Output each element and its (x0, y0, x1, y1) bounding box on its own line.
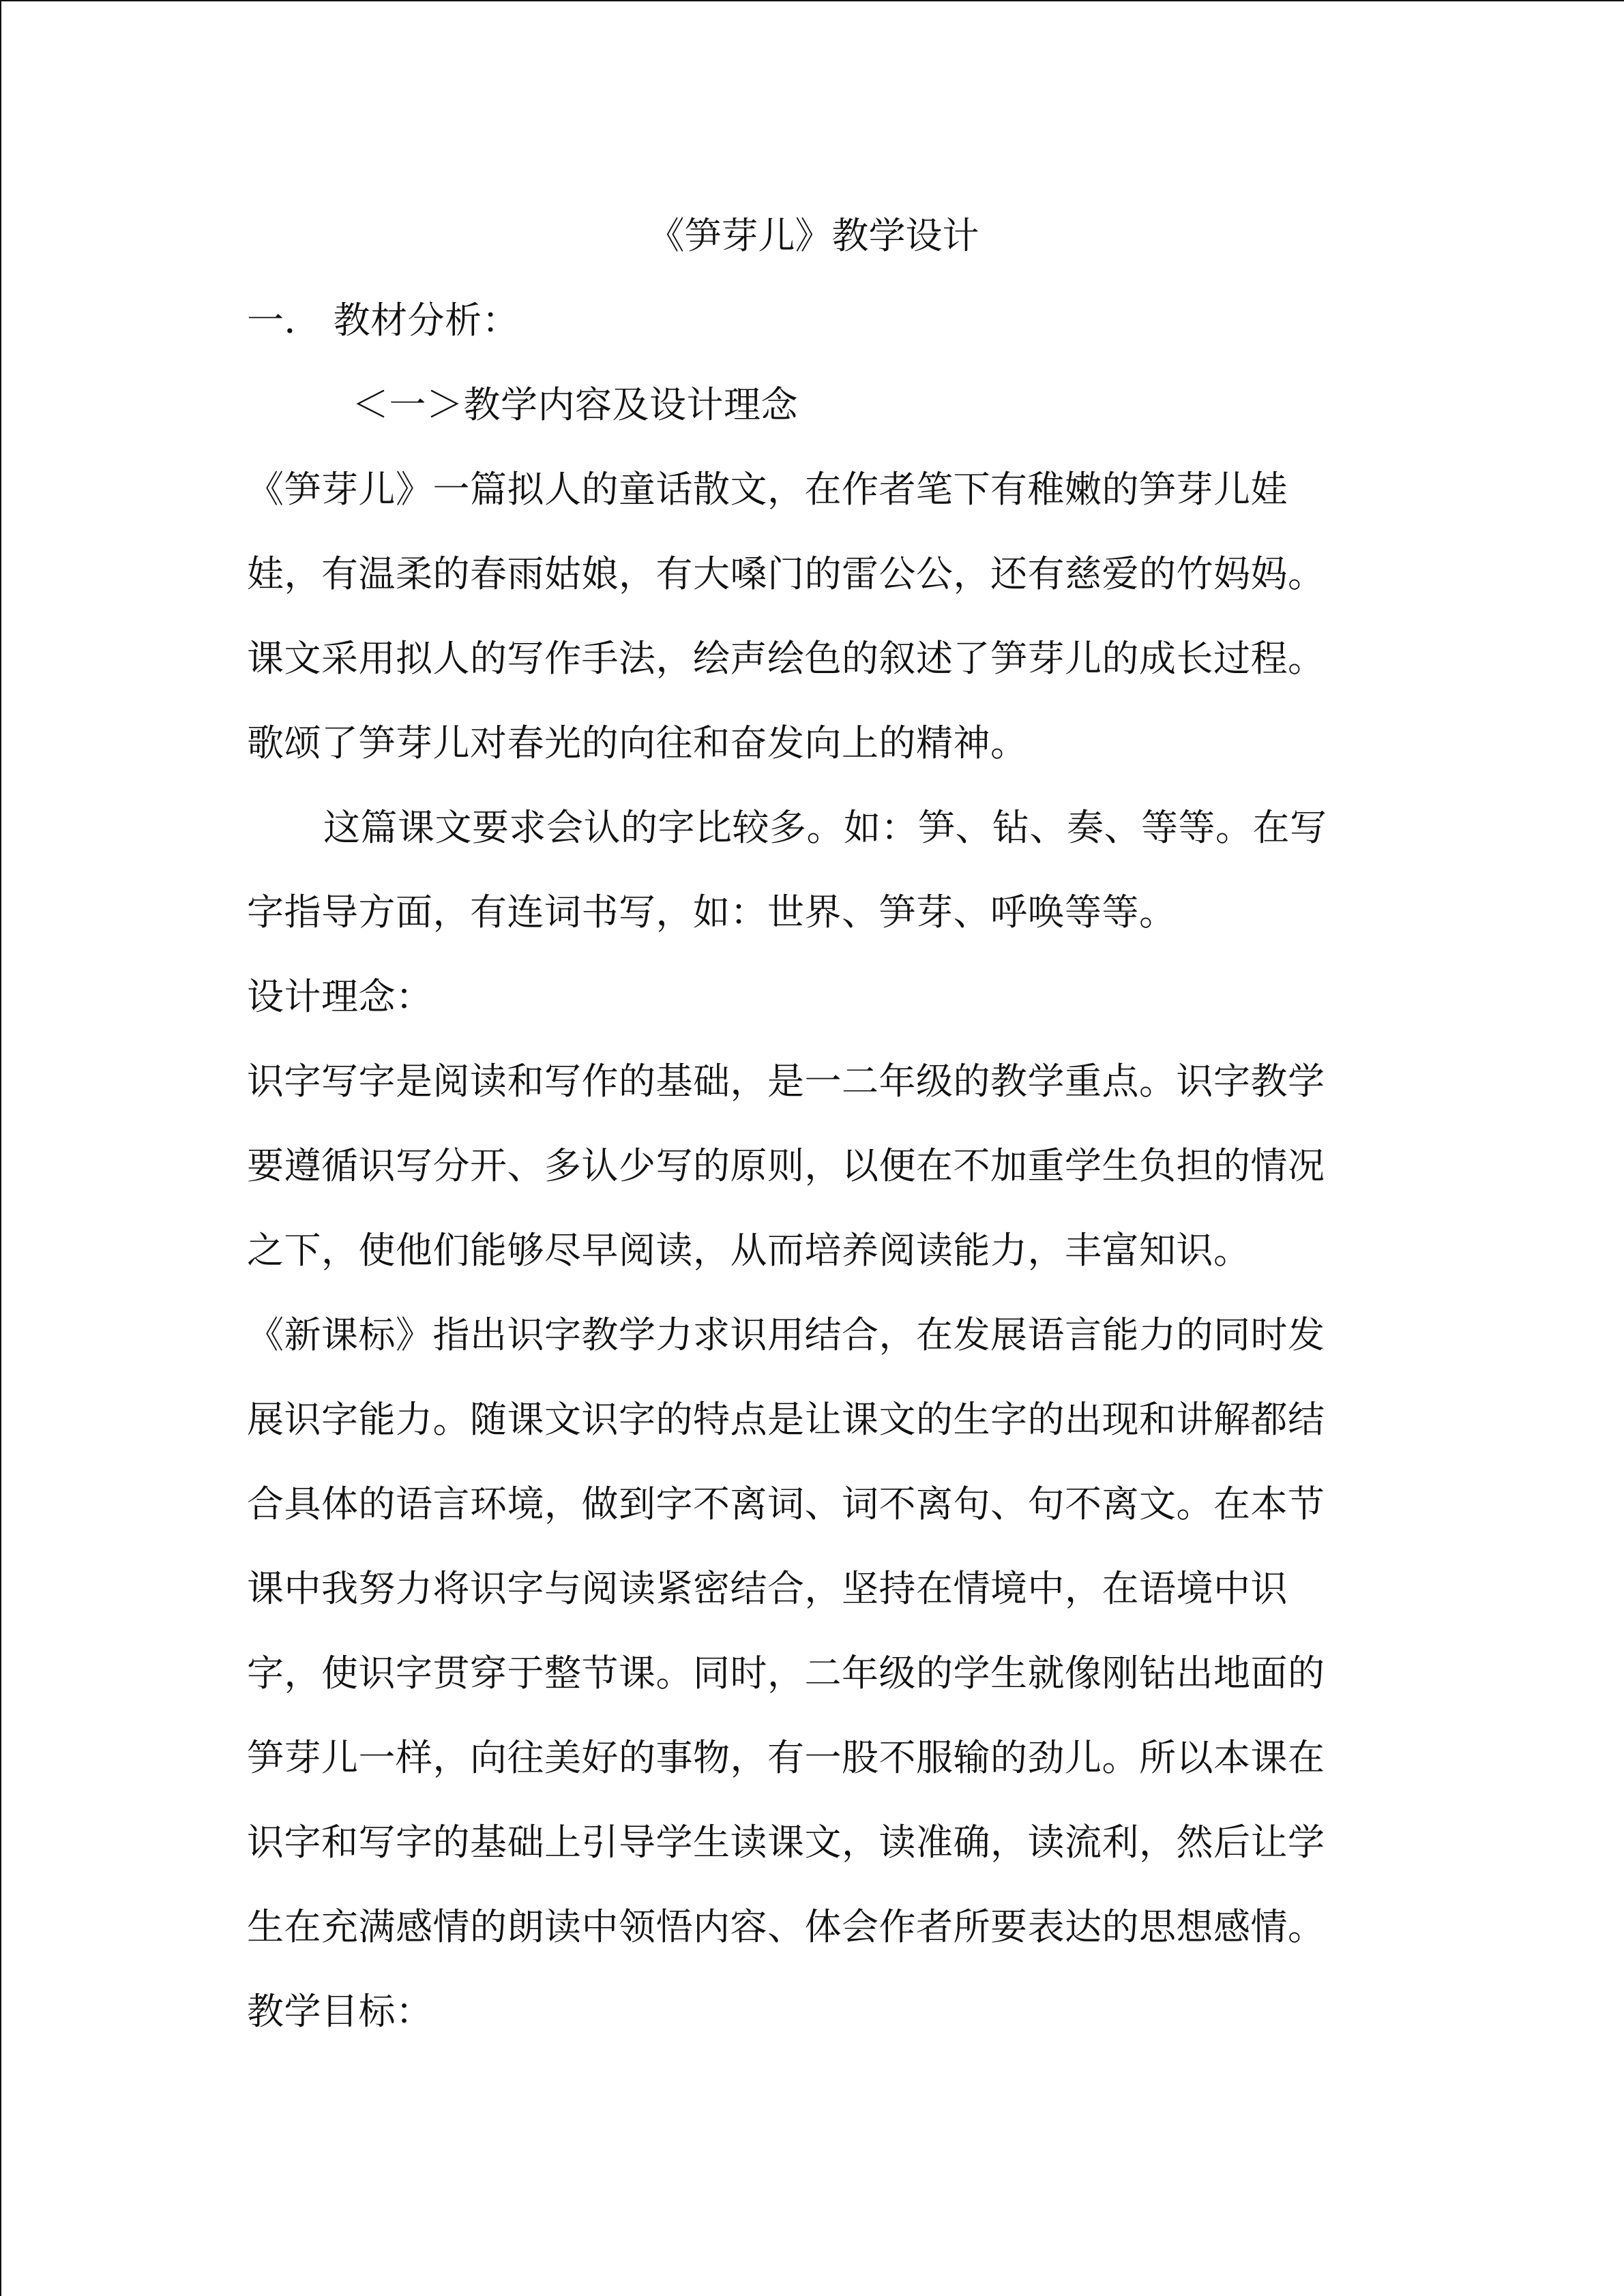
paragraph-3-line-4: 《新课标》指出识字教学力求识用结合，在发展语言能力的同时发 (247, 1313, 1325, 1356)
paragraph-3-line-6: 合具体的语言环境，做到字不离词、词不离句、句不离文。在本节 (247, 1482, 1325, 1525)
section-heading: 一． 教材分析： (247, 299, 520, 342)
paragraph-2-line-1: 这篇课文要求会认的字比较多。如：笋、钻、奏、等等。在写 (323, 806, 1327, 849)
paragraph-3-line-9: 笋芽儿一样，向往美好的事物，有一股不服输的劲儿。所以本课在 (247, 1736, 1325, 1779)
paragraph-1-line-3: 课文采用拟人的写作手法，绘声绘色的叙述了笋芽儿的成长过程。 (247, 637, 1325, 680)
paragraph-3-line-1: 识字写字是阅读和写作的基础，是一二年级的教学重点。识字教学 (247, 1060, 1325, 1103)
paragraph-2-line-2: 字指导方面，有连词书写，如：世界、笋芽、呼唤等等。 (247, 891, 1177, 934)
paragraph-3-line-10: 识字和写字的基础上引导学生读课文，读准确，读流利，然后让学 (247, 1821, 1325, 1864)
paragraph-3-line-2: 要遵循识写分开、多认少写的原则，以便在不加重学生负担的情况 (247, 1144, 1325, 1187)
design-concept-label: 设计理念： (247, 975, 433, 1018)
teaching-goals-label: 教学目标： (247, 1990, 433, 2033)
paragraph-3-line-7: 课中我努力将识字与阅读紧密结合，坚持在情境中，在语境中识 (247, 1567, 1288, 1610)
paragraph-1-line-2: 娃，有温柔的春雨姑娘，有大嗓门的雷公公，还有慈爱的竹妈妈。 (247, 552, 1325, 595)
paragraph-3-line-3: 之下，使他们能够尽早阅读，从而培养阅读能力，丰富知识。 (247, 1229, 1251, 1272)
paragraph-3-line-8: 字，使识字贯穿于整节课。同时，二年级的学生就像刚钻出地面的 (247, 1652, 1325, 1695)
paragraph-3-line-11: 生在充满感情的朗读中领悟内容、体会作者所要表达的思想感情。 (247, 1905, 1325, 1948)
subsection-heading: ＜一＞教学内容及设计理念 (352, 383, 798, 426)
paragraph-1-line-1: 《笋芽儿》一篇拟人的童话散文，在作者笔下有稚嫩的笋芽儿娃 (247, 468, 1288, 511)
paragraph-3-line-5: 展识字能力。随课文识字的特点是让课文的生字的出现和讲解都结 (247, 1398, 1325, 1441)
paragraph-1-line-4: 歌颂了笋芽儿对春光的向往和奋发向上的精神。 (247, 721, 1028, 764)
document-title: 《笋芽儿》教学设计 (647, 214, 979, 257)
